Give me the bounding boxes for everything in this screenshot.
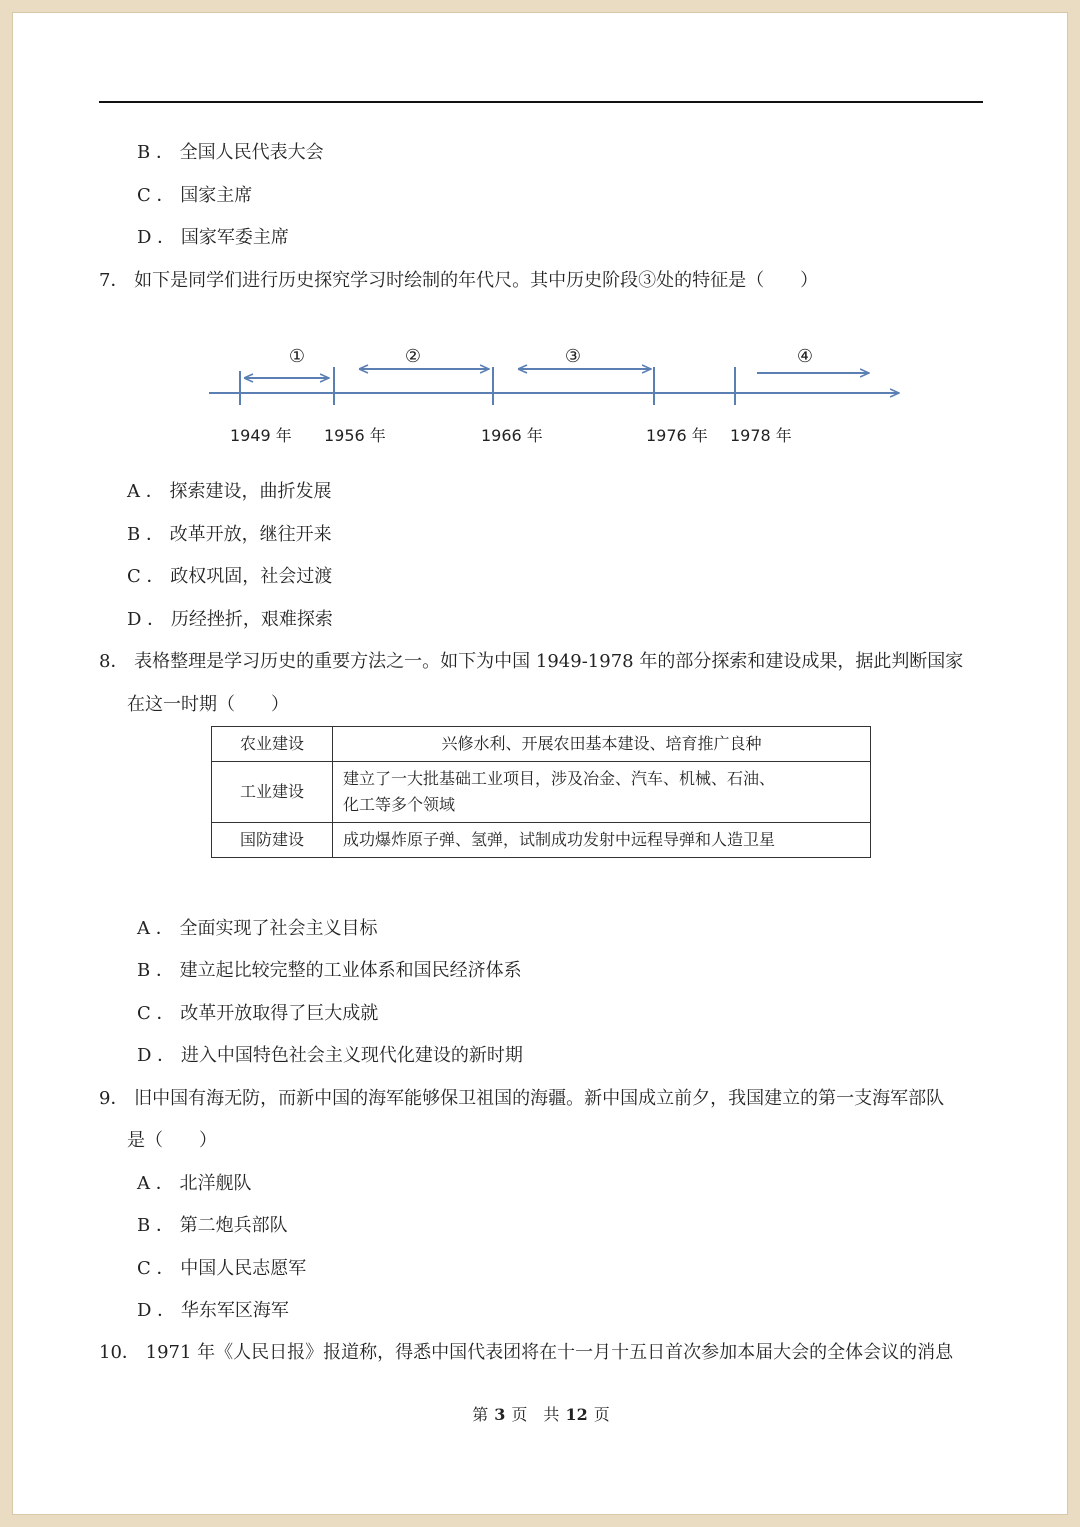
q9-option-a: A ． 北洋舰队 <box>137 1173 252 1194</box>
year-label-1956: 1956 年 <box>324 426 386 445</box>
q7-stem: 7． 如下是同学们进行历史探究学习时绘制的年代尺。其中历史阶段③处的特征是（ ） <box>99 270 819 291</box>
table-head-cell: 国防建设 <box>212 823 333 858</box>
stage-4-label: ④ <box>796 346 814 367</box>
table-body-line: 建立了一大批基础工业项目，涉及冶金、汽车、机械、石油、 <box>343 769 776 788</box>
stage-1-label: ① <box>288 346 306 367</box>
table-head-cell: 工业建设 <box>212 762 333 823</box>
table-body-cell <box>333 762 871 823</box>
q6-option-b: B ． 全国人民代表大会 <box>137 142 324 163</box>
q8-stem-line1: 8． 表格整理是学习历史的重要方法之一。如下为中国 1949-1978 年的部分探索和建设成果，据此判断国家 <box>99 651 964 672</box>
header-rule <box>99 101 983 103</box>
footer-middle: 页 共 <box>511 1405 560 1424</box>
q7-option-c: C ． 政权巩固，社会过渡 <box>127 566 333 587</box>
footer-prefix: 第 <box>472 1405 489 1424</box>
q8-option-c: C ． 改革开放取得了巨大成就 <box>137 1003 379 1024</box>
year-label-1976: 1976 年 <box>646 426 708 445</box>
year-label-1949: 1949 年 <box>230 426 292 445</box>
q9-option-d: D ． 华东军区海军 <box>137 1300 289 1321</box>
table-row <box>212 762 871 823</box>
year-label-1966: 1966 年 <box>481 426 543 445</box>
q7-option-a: A ． 探索建设，曲折发展 <box>127 481 332 502</box>
q9-stem-line2: 是（ ） <box>127 1130 217 1151</box>
q7-option-d: D ． 历经挫折，艰难探索 <box>127 609 333 630</box>
current-page-number: 3 <box>494 1405 506 1424</box>
q9-option-c: C ． 中国人民志愿军 <box>137 1258 307 1279</box>
q7-option-b: B ． 改革开放，继往开来 <box>127 524 332 545</box>
q8-table <box>211 726 871 858</box>
table-head-cell: 农业建设 <box>212 727 333 762</box>
timeline-ruler <box>193 323 913 453</box>
page-footer <box>13 1402 1069 1425</box>
q10-stem: 10． 1971 年《人民日报》报道称，得悉中国代表团将在十一月十五日首次参加本届大会的全体会议的消息 <box>99 1342 954 1363</box>
year-label-1978: 1978 年 <box>730 426 792 445</box>
q8-option-a: A ． 全面实现了社会主义目标 <box>137 918 378 939</box>
total-page-count: 12 <box>565 1405 588 1424</box>
q8-stem-line2: 在这一时期（ ） <box>127 694 289 715</box>
table-body-cell: 兴修水利、开展农田基本建设、培育推广良种 <box>333 727 871 762</box>
footer-suffix: 页 <box>593 1405 610 1424</box>
q8-option-b: B ． 建立起比较完整的工业体系和国民经济体系 <box>137 960 522 981</box>
table-body-cell: 成功爆炸原子弹、氢弹，试制成功发射中远程导弹和人造卫星 <box>333 823 871 858</box>
table-row <box>212 727 871 762</box>
table-body-line: 化工等多个领域 <box>343 795 456 814</box>
q8-option-d: D ． 进入中国特色社会主义现代化建设的新时期 <box>137 1045 523 1066</box>
q9-stem-line1: 9． 旧中国有海无防，而新中国的海军能够保卫祖国的海疆。新中国成立前夕，我国建立的第一支海军部队 <box>99 1088 945 1109</box>
stage-2-label: ② <box>404 346 422 367</box>
q6-option-d: D ． 国家军委主席 <box>137 227 289 248</box>
stage-3-label: ③ <box>564 346 582 367</box>
exam-page <box>12 12 1068 1515</box>
table-row <box>212 823 871 858</box>
q6-option-c: C ． 国家主席 <box>137 185 253 206</box>
q9-option-b: B ． 第二炮兵部队 <box>137 1215 288 1236</box>
